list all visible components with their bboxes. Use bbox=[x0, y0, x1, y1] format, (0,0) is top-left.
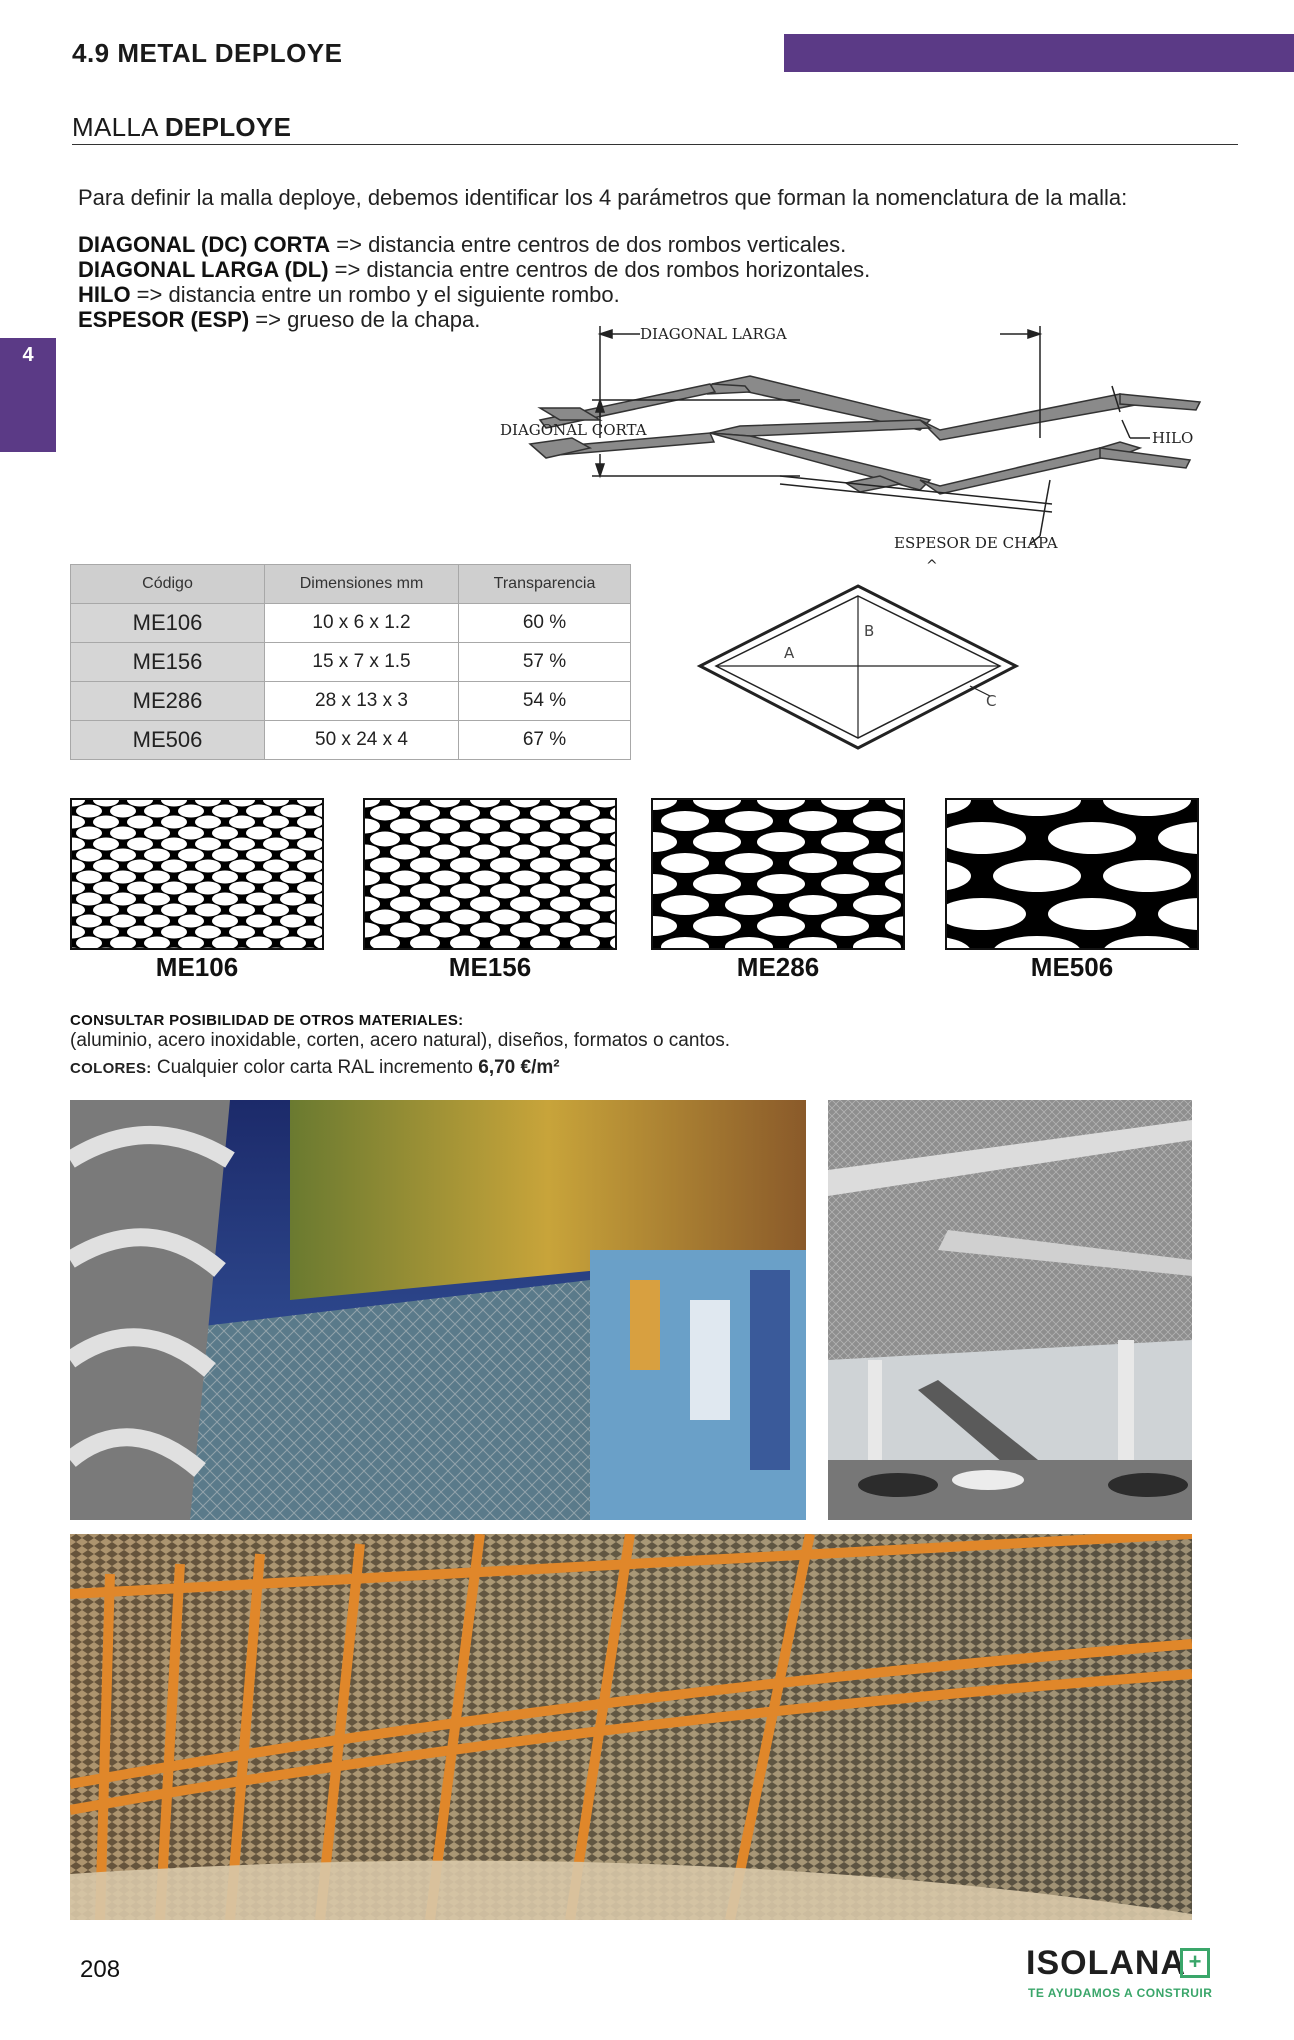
param-term: DIAGONAL LARGA (DL) bbox=[78, 257, 329, 282]
param-desc: => distancia entre un rombo y el siguiente rombo. bbox=[130, 282, 620, 307]
cell-transp: 60 % bbox=[459, 604, 631, 643]
colors-label: COLORES: bbox=[70, 1060, 152, 1077]
col-header-codigo: Código bbox=[71, 565, 265, 604]
label-c: C bbox=[986, 692, 997, 710]
chapter-tab-number: 4 bbox=[22, 344, 34, 366]
param-diagonal-corta bbox=[78, 232, 846, 257]
table-row bbox=[71, 643, 631, 682]
isolana-logo bbox=[1026, 1944, 1226, 2004]
photo-mesh-panels-orange bbox=[70, 1534, 1192, 1920]
photo-ceiling-interior bbox=[828, 1100, 1192, 1520]
mesh-sample-me106 bbox=[70, 798, 324, 950]
subtitle-divider bbox=[72, 144, 1238, 145]
table-row bbox=[71, 682, 631, 721]
mesh-label: ME286 bbox=[736, 952, 820, 982]
cell-transp: 67 % bbox=[459, 721, 631, 760]
table-row bbox=[71, 604, 631, 643]
param-espesor bbox=[78, 307, 480, 332]
label-diagonal-larga: DIAGONAL LARGA bbox=[640, 325, 787, 343]
subtitle-bold: DEPLOYE bbox=[164, 112, 292, 142]
cell-dims: 10 x 6 x 1.2 bbox=[265, 604, 459, 643]
cell-transp: 57 % bbox=[459, 643, 631, 682]
mesh-label: ME156 bbox=[448, 952, 532, 982]
param-desc: => grueso de la chapa. bbox=[249, 307, 481, 332]
spec-table bbox=[70, 564, 631, 760]
param-term: HILO bbox=[78, 282, 131, 307]
consult-text: (aluminio, acero inoxidable, corten, acero natural), diseños, formatos o cantos. bbox=[70, 1030, 731, 1051]
label-a: A bbox=[784, 644, 795, 662]
page-subtitle bbox=[72, 112, 291, 143]
header-accent-bar bbox=[784, 34, 1294, 72]
col-header-transparencia: Transparencia bbox=[459, 565, 631, 604]
photo-building-facade bbox=[70, 1100, 806, 1520]
param-diagonal-larga bbox=[78, 257, 870, 282]
label-hilo: HILO bbox=[1152, 429, 1194, 447]
intro-text: Para definir la malla deploye, debemos identificar los 4 parámetros que forman la nomenclatura de la malla: bbox=[78, 185, 1128, 210]
colors-text: Cualquier color carta RAL incremento bbox=[151, 1057, 479, 1078]
label-espesor: ESPESOR DE CHAPA bbox=[894, 534, 1058, 552]
table-row bbox=[71, 721, 631, 760]
label-b: B bbox=[864, 622, 875, 640]
cell-code: ME156 bbox=[71, 643, 265, 682]
cell-code: ME506 bbox=[71, 721, 265, 760]
cell-code: ME286 bbox=[71, 682, 265, 721]
mesh-label: ME506 bbox=[1030, 952, 1114, 982]
section-title: 4.9 METAL DEPLOYE bbox=[72, 38, 343, 68]
param-hilo bbox=[78, 282, 620, 307]
param-desc: => distancia entre centros de dos rombos horizontales. bbox=[328, 257, 871, 282]
col-header-dimensiones: Dimensiones mm bbox=[265, 565, 459, 604]
param-term: DIAGONAL (DC) CORTA bbox=[78, 232, 331, 257]
table-header-row bbox=[71, 565, 631, 604]
cell-dims: 50 x 24 x 4 bbox=[265, 721, 459, 760]
cell-dims: 28 x 13 x 3 bbox=[265, 682, 459, 721]
mesh-sample-me506 bbox=[945, 798, 1199, 950]
consult-heading: CONSULTAR POSIBILIDAD DE OTROS MATERIALES: bbox=[70, 1012, 464, 1029]
param-desc: => distancia entre centros de dos rombos verticales. bbox=[330, 232, 847, 257]
page-number: 208 bbox=[80, 1956, 121, 1983]
colors-price: 6,70 €/m² bbox=[478, 1057, 560, 1078]
label-diagonal-corta: DIAGONAL CORTA bbox=[500, 421, 647, 439]
label-caret: ^ bbox=[926, 558, 938, 574]
subtitle-light: MALLA bbox=[72, 112, 165, 142]
cell-dims: 15 x 7 x 1.5 bbox=[265, 643, 459, 682]
param-term: ESPESOR (ESP) bbox=[78, 307, 250, 332]
logo-tagline: TE AYUDAMOS A CONSTRUIR bbox=[1028, 1986, 1213, 2000]
cell-transp: 54 % bbox=[459, 682, 631, 721]
cell-code: ME106 bbox=[71, 604, 265, 643]
logo-wordmark: ISOLANA bbox=[1026, 1944, 1186, 1982]
mesh-label: ME106 bbox=[155, 952, 239, 982]
mesh-sample-me286 bbox=[651, 798, 905, 950]
colors-line bbox=[70, 1057, 560, 1079]
mesh-sample-me156 bbox=[363, 798, 617, 950]
logo-plus-icon: + bbox=[1180, 1948, 1210, 1978]
